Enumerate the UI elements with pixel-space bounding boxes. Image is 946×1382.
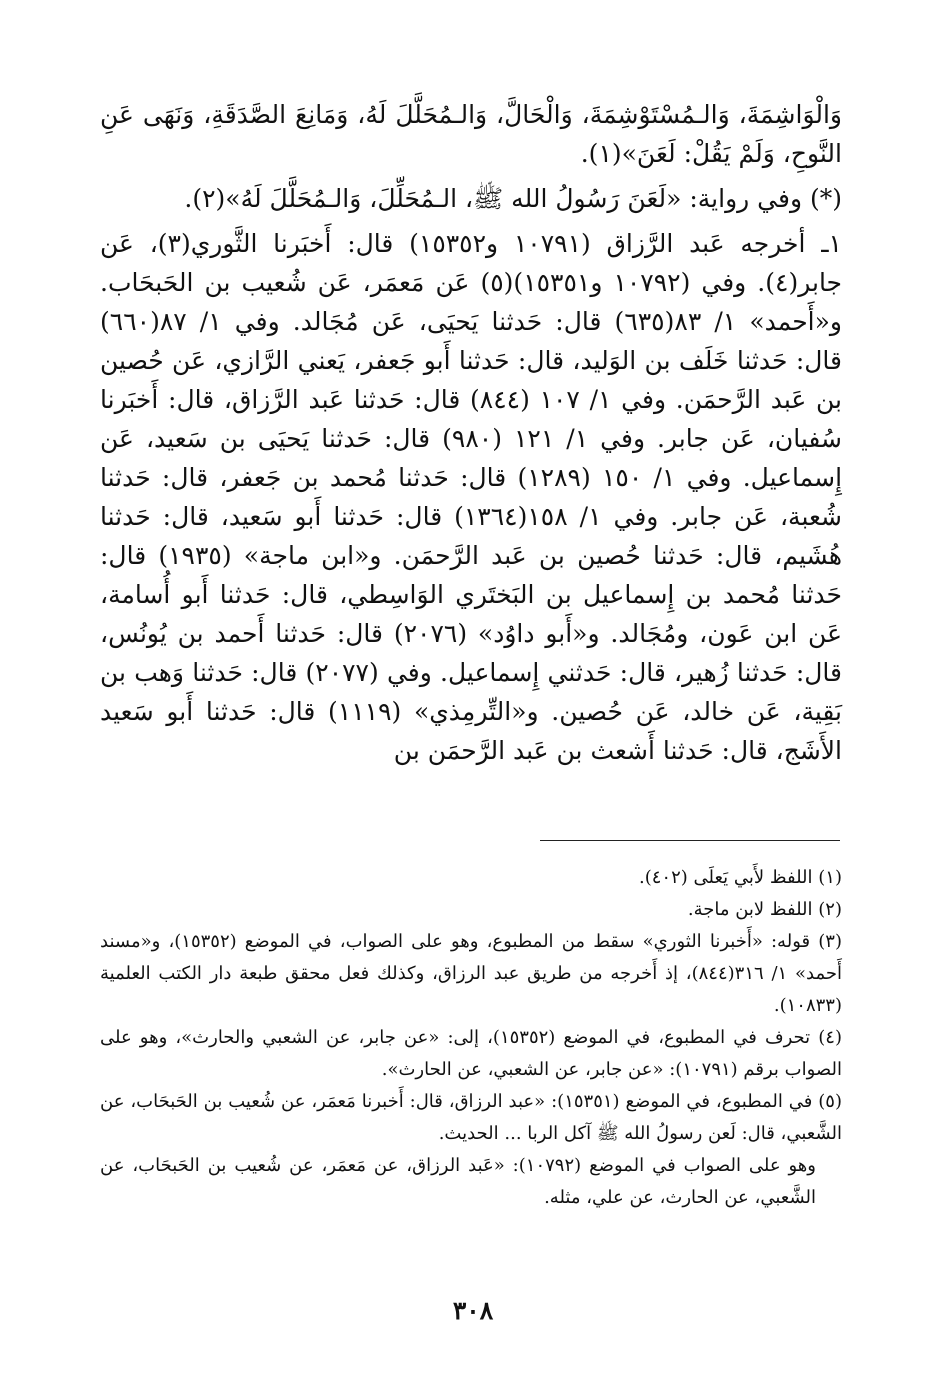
takhrij-paragraph: ١ـ أخرجه عَبد الرَّزاق (١٠٧٩١ و١٥٣٥٢) قال: أَخبَرنا الثَّوري(٣)، عَن جابر(٤). وفي (١٠٧٩٢ و١٥٣٥١)(٥) عَن مَعمَر، عَن شُعيب بن الحَبحَاب. و«أَحمد» ١/ ٨٣(٦٣٥) قال: حَدثنا يَحيَى، عَن مُجَالد. وفي ١/ ٨٧(٦٦٠) قال: حَدثنا خَلَف بن الوَليد، قال: حَدثنا أَبو جَعفر، يَعني الرَّازي، عَن حُصين بن عَبد الرَّحمَن. وفي ١/ ١٠٧ (٨٤٤) قال: حَدثنا عَبد الرَّزاق، قال: أَخبَرنا سُفيان، عَن جابر. وفي ١/ ١٢١ (٩٨٠) قال: حَدثنا يَحيَى بن سَعيد، عَن إِسماعيل. وفي ١/ ١٥٠ (١٢٨٩) قال: حَدثنا مُحمد بن جَعفر، قال: حَدثنا شُعبة، عَن جابر. وفي ١/ ١٥٨(١٣٦٤) قال: حَدثنا أَبو سَعيد، قال: حَدثنا هُشَيم، قال: حَدثنا حُصين بن عَبد الرَّحمَن. و«ابن ماجة» (١٩٣٥) قال: حَدثنا مُحمد بن إِسماعيل بن البَختَري الوَاسِطي، قال: حَدثنا أَبو أُسامة، عَن ابن عَون، ومُجَالد. و«أَبو داوُد» (٢٠٧٦) قال: حَدثنا أَحمد بن يُونُس، قال: حَدثنا زُهير، قال: حَدثني إِسماعيل. وفي (٢٠٧٧) قال: حَدثنا وَهب بن بَقِية، عَن خالد، عَن حُصين. و«التِّرمِذي» (١١١٩) قال: حَدثنا أَبو سَعيد الأَشَج، قال: حَدثنا أَشعث بن عَبد الرَّحمَن بن xyxy=(100,229,843,765)
footnote-4: (٤) تحرف في المطبوع، في الموضع (١٥٣٥٢)، إلى: «عن جابر، عن الشعبي والحارث»، وهو على الصواب برقم (١٠٧٩١): «عن جابر، عن الشعبي، عن الحارث». xyxy=(100,1027,842,1080)
footnote-2: (٢) اللفظ لابن ماجة. xyxy=(687,899,842,920)
main-text xyxy=(100,95,842,770)
footnotes xyxy=(100,862,842,1214)
footnote-5: (٥) في المطبوع، في الموضع (١٥٣٥١): «عبد الرزاق، قال: أَخبرنا مَعمَر، عن شُعيب بن الحَبحَاب، عن الشَّعبي، قال: لَعن رسولُ الله ﷺ آكل الربا ... الحديث. xyxy=(100,1091,842,1144)
page-number: ٣٠٨ xyxy=(452,1296,494,1325)
footnote-5-continuation: وهو على الصواب في الموضع (١٠٧٩٢): «عَبد الرزاق، عن مَعمَر، عن شُعيب بن الحَبحَاب، عن الشَّعبي، عن الحارث، عن علي، مثله. xyxy=(100,1155,816,1208)
footnote-separator xyxy=(540,840,840,841)
footnote-1: (١) اللفظ لأَبي يَعلَى (٤٠٢). xyxy=(639,867,842,888)
hadith-text: وَالْوَاشِمَةَ، وَالـمُسْتَوْشِمَةَ، وَالْحَالَّ، وَالـمُحَلَّلَ لَهُ، وَمَانِعَ الصَّدَقَةِ، وَنَهَى عَنِ النَّوحِ، وَلَمْ يَقُلْ: لَعَنَ»(١). xyxy=(100,100,842,168)
footnote-3: (٣) قوله: «أَخبرنا الثوري» سقط من المطبوع، وهو على الصواب، في الموضع (١٥٣٥٢)، و«مسند أَحمد» ١/ ٣١٦(٨٤٤)، إذ أَخرجه من طريق عبد الرزاق، وكذلك فعل محقق طبعة دار الكتب العلمية (١٠٨٣٣). xyxy=(100,931,842,1016)
narration-variant: (*) وفي رواية: «لَعَنَ رَسُولُ الله ﷺ، الـمُحَلِّلَ، وَالـمُحَلَّلَ لَهُ»(٢). xyxy=(184,184,842,213)
